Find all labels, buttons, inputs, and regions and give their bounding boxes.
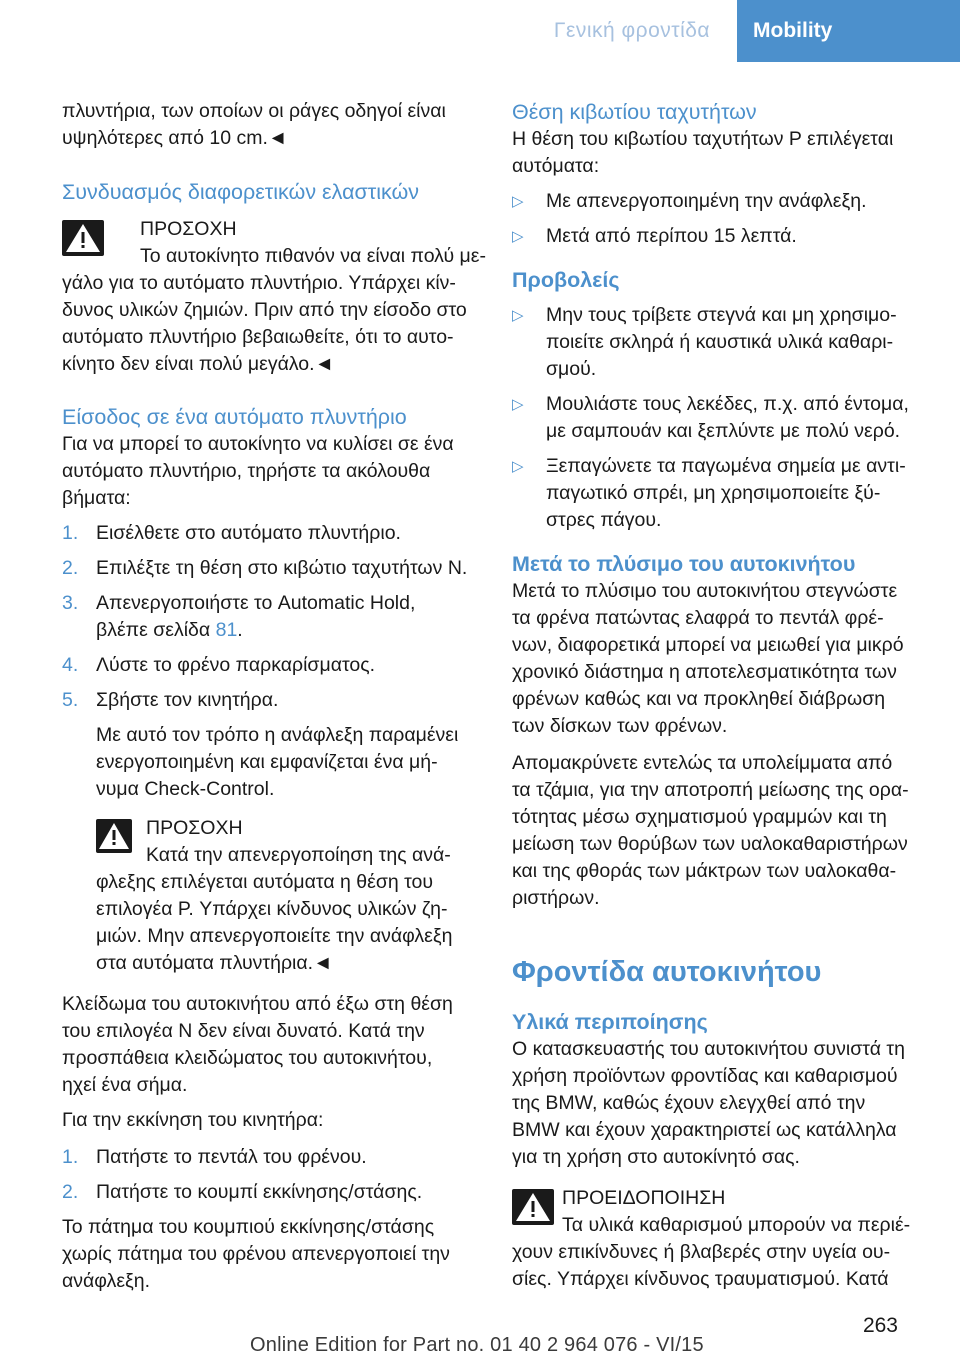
step-text: . — [237, 619, 243, 641]
bullet-text: Με απενεργοποιημένη την ανάφλεξη. — [546, 190, 867, 212]
paragraph-line: του επιλογέα N δεν είναι δυνατό. Κατά την — [62, 1020, 425, 1042]
step-text: Απενεργοποιήστε το Automatic Hold, — [96, 592, 416, 614]
warning-triangle-icon — [96, 819, 132, 853]
paragraph-line: Για να μπορεί το αυτοκίνητο να κυλίσει σε ένα — [62, 433, 454, 455]
headlight-bullets — [512, 302, 928, 534]
warning-text-line: γάλο για το αυτόματο πλυντήριο. Υπάρχει κίν- — [62, 272, 456, 294]
step-text: Επιλέξτε τη θέση στο κιβώτιο ταχυτήτων N. — [96, 557, 468, 579]
warning-text-line: Το αυτοκίνητο πιθανόν να είναι πολύ με- — [140, 245, 486, 267]
paragraph-line: τα φρένα πατώντας ελαφρά το πεντάλ φρέ- — [512, 607, 884, 629]
tab-mobility[interactable]: Mobility — [737, 0, 960, 62]
paragraph-line: χωρίς πάτημα του φρένου απενεργοποιεί την — [62, 1243, 450, 1265]
warning-text-line: μιών. Μην απενεργοποιείτε την ανάφλεξη — [96, 925, 453, 947]
paragraph-line: Κλείδωμα του αυτοκινήτου από έξω στη θέση — [62, 993, 453, 1015]
list-item — [62, 687, 488, 714]
bullet-text: Μουλιάστε τους λεκέδες, π.χ. από έντομα, — [546, 393, 909, 415]
warning-triangle-icon — [62, 220, 104, 256]
start-steps-list — [62, 1144, 488, 1206]
paragraph-line: αυτόματα: — [512, 155, 600, 177]
warning-triangle-icon — [512, 1189, 554, 1225]
step-text: Πατήστε το πεντάλ του φρένου. — [96, 1146, 367, 1168]
heading-headlights: Προβολείς — [512, 268, 620, 292]
start-intro: Για την εκκίνηση του κινητήρα: — [62, 1109, 324, 1131]
paragraph-line: Το πάτημα του κουμπιού εκκίνησης/στάσης — [62, 1216, 435, 1238]
paragraph-line: βήματα: — [62, 487, 131, 509]
page-number: 263 — [862, 1314, 898, 1337]
note-line: Με αυτό τον τρόπο η ανάφλεξη παραμένει — [96, 724, 459, 746]
warning-text-line: Κατά την απενεργοποίηση της ανά- — [146, 844, 451, 866]
step-text: Λύστε το φρένο παρκαρίσματος. — [96, 654, 376, 676]
tab-general-care[interactable]: Γενική φροντίδα — [553, 19, 711, 42]
paragraph-line: της BMW, καθώς έχουν ελεγχθεί από την — [512, 1092, 866, 1114]
warning-text-line: επιλογέα P. Υπάρχει κίνδυνος υλικών ζη- — [96, 898, 448, 920]
step-text: βλέπε σελίδα — [96, 619, 216, 641]
paragraph-line: BMW και έχουν χαρακτηριστεί ως κατάλληλα — [512, 1119, 897, 1141]
steps-list — [62, 520, 488, 714]
step-number: 5. — [62, 689, 79, 711]
list-item — [512, 188, 928, 215]
note-line: νυμα Check-Control. — [96, 778, 275, 800]
list-item — [512, 453, 928, 534]
windows-paragraph — [512, 750, 928, 912]
list-item — [512, 302, 928, 383]
heading-care-products: Υλικά περιποίησης — [512, 1010, 708, 1034]
paragraph-line: Η θέση του κιβωτίου ταχυτήτων P επιλέγεται — [512, 128, 894, 150]
step-number: 3. — [62, 592, 79, 614]
warning-box — [96, 815, 488, 977]
lock-paragraph — [62, 991, 488, 1099]
paragraph-line: ριστήρων. — [512, 887, 600, 909]
step-text: Πατήστε το κουμπί εκκίνησης/στάσης. — [96, 1181, 423, 1203]
step-number: 2. — [62, 557, 79, 579]
warning-title: ΠΡΟΣΟΧΗ — [140, 218, 237, 240]
paragraph-line: και της φθοράς των μάκτρων των υαλοκαθα- — [512, 860, 897, 882]
gear-bullets — [512, 188, 928, 250]
paragraph-line: Απομακρύνετε εντελώς τα υπολείμματα από — [512, 752, 893, 774]
bullet-text: Μην τους τρίβετε στεγνά και μη χρησιμο- — [546, 304, 897, 326]
heading-gear-position: Θέση κιβωτίου ταχυτήτων — [512, 100, 757, 124]
edition-footer: Online Edition for Part no. 01 40 2 964 076 - VI/15 — [250, 1334, 704, 1356]
right-column — [512, 98, 928, 1293]
page-link[interactable]: 81 — [215, 619, 238, 641]
intro-line: πλυντήρια, των οποίων οι ράγες οδηγοί είναι — [62, 100, 446, 122]
note-line: ενεργοποιημένη και εμφανίζεται ένα μή- — [96, 751, 438, 773]
bullet-text: με σαμπουάν και ξεπλύντε με πολύ νερό. — [546, 420, 901, 442]
paragraph-line: αυτόματο πλυντήριο, τηρήστε τα ακόλουθα — [62, 460, 431, 482]
triangle-bullet-icon: ▷ — [512, 396, 524, 413]
paragraph-line: χρήση προϊόντων φροντίδας και καθαρισμού — [512, 1065, 898, 1087]
heading-car-wash-entry: Είσοδος σε ένα αυτόματο πλυντήριο — [62, 405, 407, 429]
list-item — [62, 1144, 488, 1171]
list-item — [62, 1179, 488, 1206]
warning-title: ΠΡΟΣΟΧΗ — [146, 817, 243, 839]
triangle-bullet-icon: ▷ — [512, 458, 524, 475]
step-note — [62, 722, 488, 977]
step-number: 1. — [62, 1146, 79, 1168]
paragraph-line: προσπάθεια κλειδώματος του αυτοκινήτου, — [62, 1047, 433, 1069]
warning-text-line: δυνος υλικών ζημιών. Πριν από την είσοδο στο — [62, 299, 467, 321]
paragraph-line: ανάφλεξη. — [62, 1270, 151, 1292]
list-item — [62, 652, 488, 679]
heading-vehicle-care: Φροντίδα αυτοκινήτου — [512, 956, 822, 988]
list-item — [512, 391, 928, 445]
warning-text-line: κίνητο δεν είναι πολύ μεγάλο.◄ — [62, 353, 334, 375]
paragraph-line: για τη χρήση στο αυτοκίνητό σας. — [512, 1146, 800, 1168]
triangle-bullet-icon: ▷ — [512, 193, 524, 210]
bullet-text: στρες πάγου. — [546, 509, 662, 531]
warning-title: ΠΡΟΕΙΔΟΠΟΙΗΣΗ — [562, 1187, 726, 1209]
paragraph-line: μείωση των θορύβων των υαλοκαθαριστήρων — [512, 833, 908, 855]
warning-box — [512, 1185, 928, 1293]
bullet-text: σμού. — [546, 358, 597, 380]
warning-box — [62, 216, 488, 378]
step-text: Εισέλθετε στο αυτόματο πλυντήριο. — [96, 522, 401, 544]
list-item — [62, 520, 488, 547]
left-column — [62, 98, 488, 1295]
paragraph-line: τα τζάμια, για την αποτροπή μείωσης της ορα- — [512, 779, 909, 801]
bullet-text: παγωτικό σπρέι, μη χρησιμοποιείτε ξύ- — [546, 482, 881, 504]
warning-text-line: φλεξης επιλέγεται αυτόματα η θέση του — [96, 871, 434, 893]
bullet-text: Ξεπαγώνετε τα παγωμένα σημεία με αντι- — [546, 455, 906, 477]
triangle-bullet-icon: ▷ — [512, 307, 524, 324]
paragraph-line: Ο κατασκευαστής του αυτοκινήτου συνιστά τη — [512, 1038, 905, 1060]
list-item — [512, 223, 928, 250]
bullet-text: Μετά από περίπου 15 λεπτά. — [546, 225, 797, 247]
triangle-bullet-icon: ▷ — [512, 228, 524, 245]
header-bar — [0, 0, 960, 62]
paragraph-line: τότητας μέσω σχηματισμού γραμμών και τη — [512, 806, 887, 828]
warning-text-line: στα αυτόματα πλυντήρια.◄ — [96, 952, 333, 974]
step-number: 2. — [62, 1181, 79, 1203]
paragraph-line: Μετά το πλύσιμο του αυτοκινήτου στεγνώστε — [512, 580, 898, 602]
heading-after-washing: Μετά το πλύσιμο του αυτοκινήτου — [512, 552, 856, 576]
list-item — [62, 555, 488, 582]
paragraph-line: φρένων καθώς και να προκληθεί διάβρωση — [512, 688, 886, 710]
bullet-text: ποιείτε σκληρά ή καυστικά υλικά καθαρι- — [546, 331, 894, 353]
step-text: Σβήστε τον κινητήρα. — [96, 689, 279, 711]
paragraph-line: των δίσκων των φρένων. — [512, 715, 728, 737]
intro-line: υψηλότερες από 10 cm.◄ — [62, 127, 288, 149]
warning-text-line: Τα υλικά καθαρισμού μπορούν να περιέ- — [562, 1214, 911, 1236]
step-number: 1. — [62, 522, 79, 544]
step-number: 4. — [62, 654, 79, 676]
warning-text-line: χουν επικίνδυνες ή βλαβερές στην υγεία ου- — [512, 1241, 891, 1263]
heading-combination-tyres: Συνδυασμός διαφορετικών ελαστικών — [62, 180, 420, 204]
warning-text-line: αυτόματο πλυντήριο βεβαιωθείτε, ότι το αυτο- — [62, 326, 454, 348]
paragraph-line: χρονικό διάστημα η αποτελεσματικότητα των — [512, 661, 897, 683]
paragraph-line: ηχεί ένα σήμα. — [62, 1074, 188, 1096]
paragraph-line: νων, διαφορετικά μπορεί να μειωθεί για μικρό — [512, 634, 904, 656]
warning-text-line: σίες. Υπάρχει κίνδυνος τραυματισμού. Κατά — [512, 1268, 889, 1290]
list-item — [62, 590, 488, 644]
